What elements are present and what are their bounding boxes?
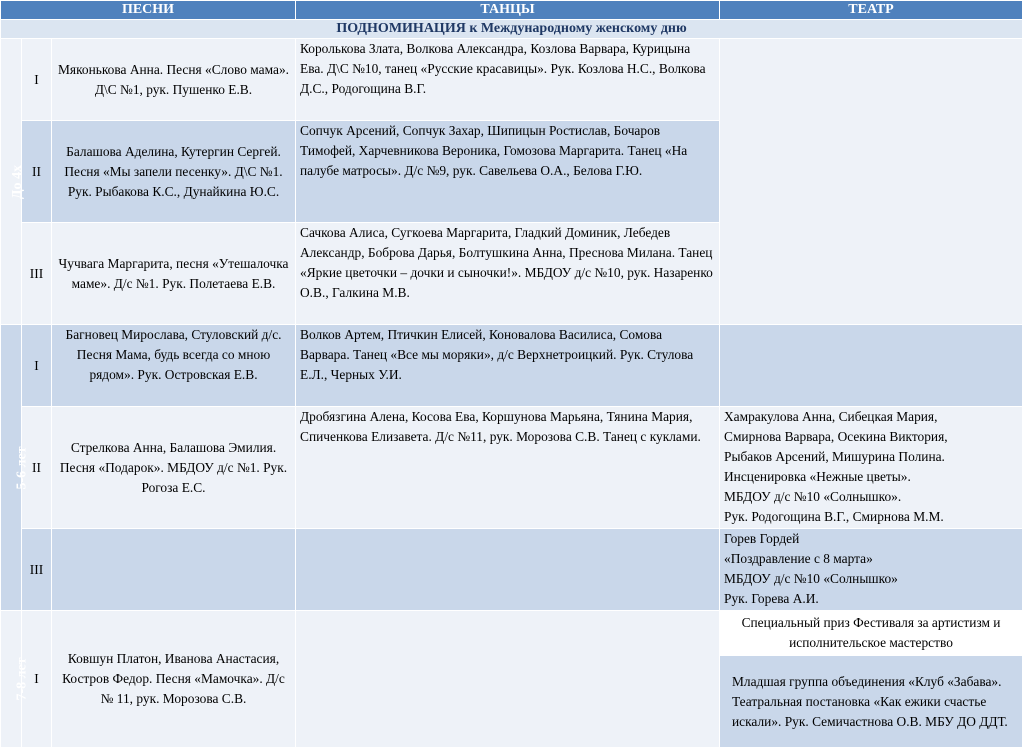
theatre-cell xyxy=(720,407,1023,529)
header-theatre: ТЕАТР xyxy=(720,1,1023,20)
place-cell: II xyxy=(22,407,52,529)
table-row xyxy=(1,39,1023,121)
place-cell: I xyxy=(22,611,52,748)
place-cell: II xyxy=(22,121,52,223)
table-row xyxy=(1,529,1023,611)
songs-cell: Багновец Мирослава, Стуловский д/с. Песня Мама, будь всегда со мною рядом». Рук. Островская Е.В. xyxy=(52,325,296,407)
songs-cell: Стрелкова Анна, Балашова Эмилия. Песня «Подарок». МБДОУ д/с №1. Рук. Рогоза Е.С. xyxy=(52,407,296,529)
table-row xyxy=(1,407,1023,529)
dances-cell: Сачкова Алиса, Сугкоева Маргарита, Гладкий Доминик, Лебедев Александр, Боброва Дарья, Болтушкина Анна, Преснова Милана. Танец «Яркие цветочки – дочки и сыночки!». МБДОУ д/с №10, рук. Назаренко О.В., Галкина М.В. xyxy=(296,223,720,325)
theatre-cell: Младшая группа объединения «Клуб «Забава». Театральная постановка «Как ежики счастье искали». Рук. Семичастнова О.В. МБУ ДО ДДТ. xyxy=(720,656,1023,748)
header-dances: ТАНЦЫ xyxy=(296,1,720,20)
special-prize-label: Специальный приз Фестиваля за артистизм и исполнительское мастерство xyxy=(720,611,1023,656)
place-cell: III xyxy=(22,223,52,325)
theatre-line: МБДОУ д/с №10 «Солнышко». xyxy=(724,489,902,504)
theatre-line: МБДОУ д/с №10 «Солнышко» xyxy=(724,571,898,586)
theatre-line: Рук. Горева А.И. xyxy=(724,591,819,606)
theatre-line: Смирнова Варвара, Осекина Виктория, xyxy=(724,429,948,444)
age-group-5-6: 5-6 лет xyxy=(1,325,22,611)
subnomination-title: ПОДНОМИНАЦИЯ к Международному женскому дню xyxy=(1,20,1023,39)
table-row xyxy=(1,325,1023,407)
dances-cell-empty xyxy=(296,611,720,748)
theatre-cell-empty xyxy=(720,325,1023,407)
theatre-line: Рыбаков Арсений, Мишурина Полина. xyxy=(724,449,945,464)
theatre-line: Инсценировка «Нежные цветы». xyxy=(724,469,911,484)
column-header-row xyxy=(1,1,1023,20)
theatre-cell-empty xyxy=(720,39,1023,325)
dances-cell: Сопчук Арсений, Сопчук Захар, Шипицын Ростислав, Бочаров Тимофей, Харчевникова Вероника, Гомозова Маргарита. Танец «На палубе матросы». Д/с №9, рук. Савельева О.А., Белова Г.Ю. xyxy=(296,121,720,223)
songs-cell-empty xyxy=(52,529,296,611)
theatre-cell xyxy=(720,529,1023,611)
dances-cell-empty xyxy=(296,529,720,611)
place-cell: I xyxy=(22,325,52,407)
theatre-line: «Поздравление с 8 марта» xyxy=(724,551,873,566)
age-group-under-4: До 4х xyxy=(1,39,22,325)
songs-cell: Ковшун Платон, Иванова Анастасия, Костров Федор. Песня «Мамочка». Д/с № 11, рук. Морозова С.В. xyxy=(52,611,296,748)
songs-cell: Балашова Аделина, Кутергин Сергей. Песня «Мы запели песенку». Д\С №1. Рук. Рыбакова К.С., Дунайкина Ю.С. xyxy=(52,121,296,223)
place-cell: I xyxy=(22,39,52,121)
theatre-line: Хамракулова Анна, Сибецкая Мария, xyxy=(724,409,938,424)
dances-cell: Королькова Злата, Волкова Александра, Козлова Варвара, Курицына Ева. Д\С №10, танец «Русские красавицы». Рук. Козлова Н.С., Волкова Д.С., Родогощина В.Г. xyxy=(296,39,720,121)
theatre-line: Рук. Родогощина В.Г., Смирнова М.М. xyxy=(724,509,944,524)
table-row xyxy=(1,611,1023,656)
header-songs: ПЕСНИ xyxy=(1,1,296,20)
songs-cell: Мяконькова Анна. Песня «Слово мама». Д\С №1, рук. Пушенко Е.В. xyxy=(52,39,296,121)
songs-cell: Чучвага Маргарита, песня «Утешалочка маме». Д/с №1. Рук. Полетаева Е.В. xyxy=(52,223,296,325)
dances-cell: Дробязгина Алена, Косова Ева, Коршунова Марьяна, Тянина Мария, Спиченкова Елизавета. Д/с №11, рук. Морозова С.В. Танец с куклами. xyxy=(296,407,720,529)
theatre-line: Горев Гордей xyxy=(724,531,800,546)
age-group-7-8: 7-8 лет xyxy=(1,611,22,748)
place-cell: III xyxy=(22,529,52,611)
dances-cell: Волков Артем, Птичкин Елисей, Коновалова Василиса, Сомова Варвара. Танец «Все мы моряки», д/с Верхнетроицкий. Рук. Стулова Е.Л., Черных У.И. xyxy=(296,325,720,407)
subnomination-row xyxy=(1,20,1023,39)
